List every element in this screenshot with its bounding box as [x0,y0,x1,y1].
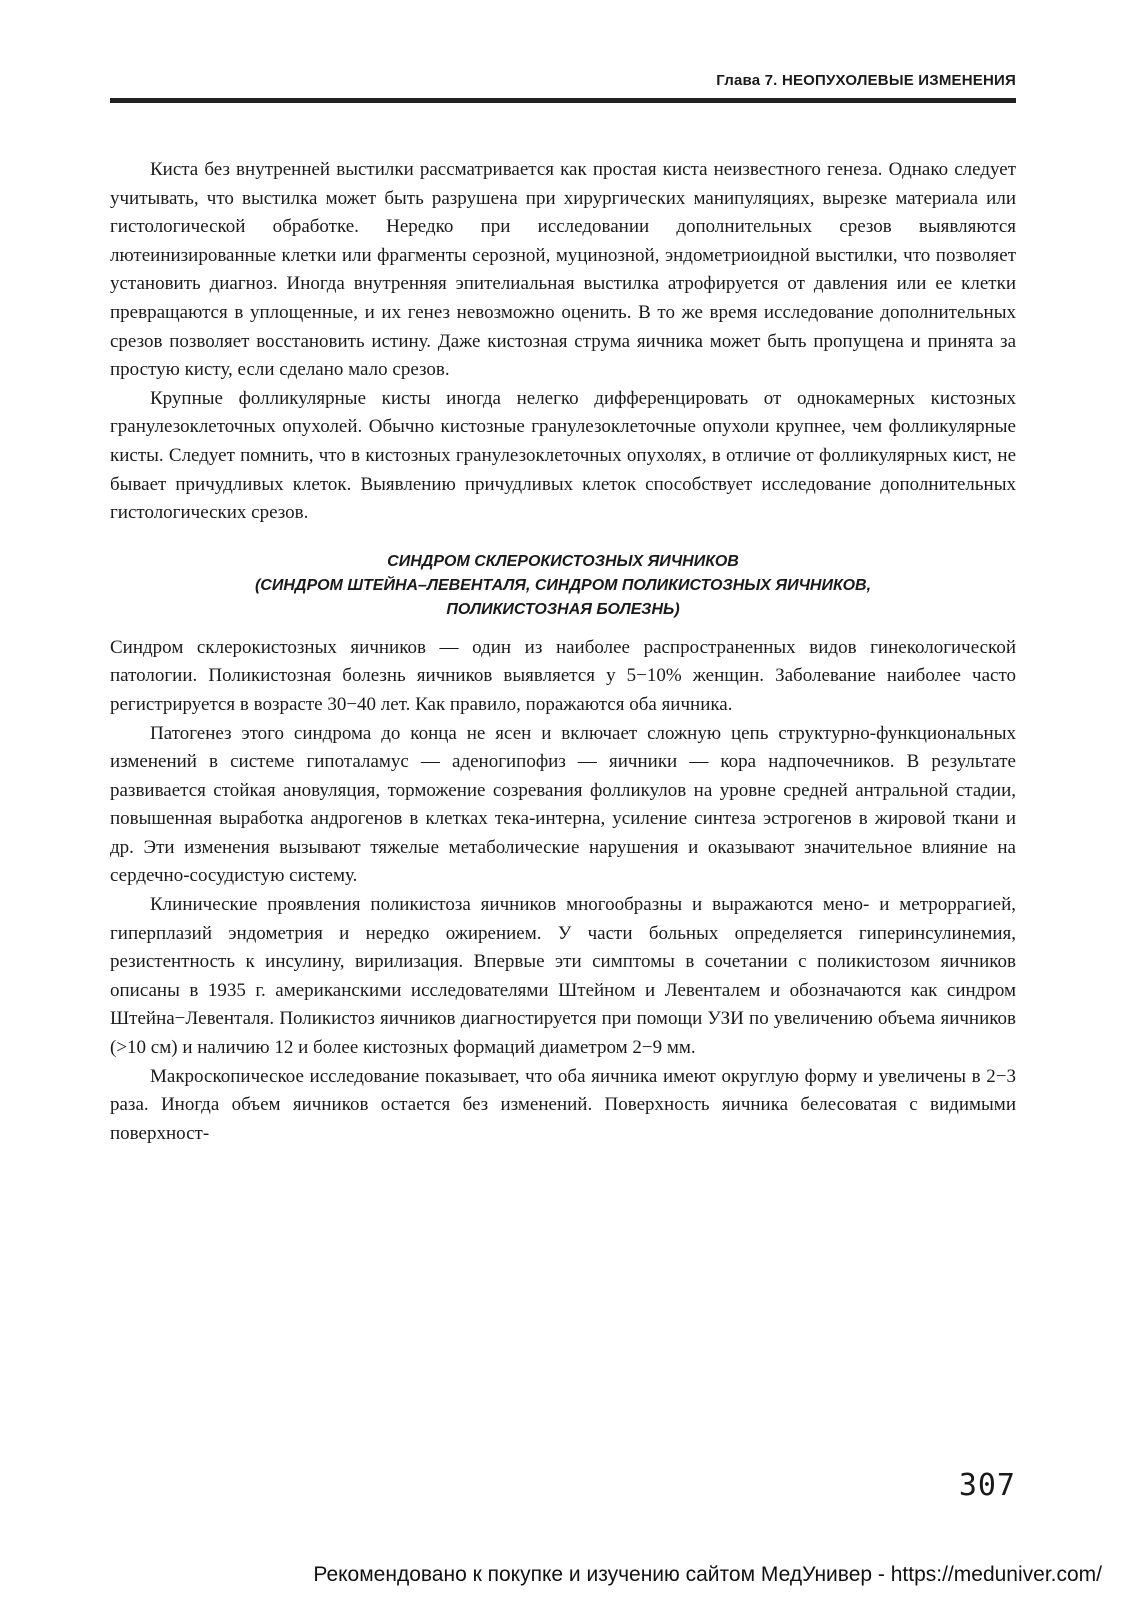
page-body [110,156,1016,1148]
section-heading [110,550,1016,622]
page-number: 307 [958,1468,1016,1503]
header-title: НЕОПУХОЛЕВЫЕ ИЗМЕНЕНИЯ [781,72,1016,89]
header-chapter: Глава 7. [716,72,778,89]
paragraph: Макроскопическое исследование показывает, что оба яичника имеют округлую форму и увеличены в 2−3 раза. Иногда объем яичников остается без изменений. Поверхность яичника белесоватая с видимыми поверхност- [110,1065,1016,1144]
paragraph: Крупные фолликулярные кисты иногда нелегко дифференцировать от однокамерных кистозных гранулезоклеточных опухолей. Обычно кистозные гранулезоклеточные опухоли крупнее, чем фолликулярные кисты. Следует помнить, что в кистозных гранулезоклеточных опухолях, в отличие от фолликулярных кист, не бывает причудливых клеток. Выявлению причудливых клеток способствует исследование дополнительных гистологических срезов. [110,387,1016,524]
section-heading-line: СИНДРОМ СКЛЕРОКИСТОЗНЫХ ЯИЧНИКОВ [387,552,739,570]
footer-text: Рекомендовано к покупке и изучению сайтом МедУнивер - [313,1563,891,1586]
paragraph: Клинические проявления поликистоза яичников многообразны и выражаются мено- и метроррагией, гиперплазий эндометрия и нередко ожирением. У части больных определяется гиперинсулинемия, резистентность к инсулину, вирилизация. Впервые эти симптомы в сочетании с поликистозом яичников описаны в 1935 г. американскими исследователями Штейном и Левенталем и обозначаются как синдром Штейна−Левенталя. Поликистоз яичников диагностируется при помощи УЗИ по увеличению объема яичников (>10 см) и наличию 12 и более кистозных формаций диаметром 2−9 мм. [110,894,1016,1059]
section-heading-line: (СИНДРОМ ШТЕЙНА–ЛЕВЕНТАЛЯ, СИНДРОМ ПОЛИКИСТОЗНЫХ ЯИЧНИКОВ, [254,576,872,594]
footer-link[interactable]: https://meduniver.com/ [890,1563,1102,1586]
section-heading-line: ПОЛИКИСТОЗНАЯ БОЛЕЗНЬ) [446,600,680,618]
paragraph: Патогенез этого синдрома до конца не ясен и включает сложную цепь структурно-функциональных изменений в системе гипоталамус — аденогипофиз — яичники — кора надпочечников. В результате развивается стойкая ановуляция, торможение созревания фолликулов на уровне средней антральной стадии, повышенная выработка андрогенов в клетках тека-интерна, усиление синтеза эстрогенов в жировой ткани и др. Эти изменения вызывают тяжелые метаболические нарушения и оказывают значительное влияние на сердечно-сосудистую систему. [110,722,1016,887]
paragraph: Киста без внутренней выстилки рассматривается как простая киста неизвестного генеза. Однако следует учитывать, что выстилка может быть разрушена при хирургических манипуляциях, вырезке материала или гистологической обработке. Нередко при исследовании дополнительных срезов выявляются лютеинизированные клетки или фрагменты серозной, муцинозной, эндометриоидной выстилки, что позволяет установить диагноз. Иногда внутренняя эпителиальная выстилка атрофируется от давления или ее клетки превращаются в уплощенные, и их генез невозможно оценить. В то же время исследование дополнительных срезов позволяет восстановить истину. Даже кистозная струма яичника может быть пропущена и принята за простую кисту, если сделано мало срезов. [110,159,1016,381]
running-header [110,72,1016,89]
footer-note [313,1563,1102,1587]
paragraph: Синдром склерокистозных яичников — один из наиболее распространенных видов гинекологической патологии. Поликистозная болезнь яичников выявляется у 5−10% женщин. Заболевание наиболее часто регистрируется в возрасте 30−40 лет. Как правило, поражаются оба яичника. [110,636,1016,715]
header-rule [110,98,1016,103]
